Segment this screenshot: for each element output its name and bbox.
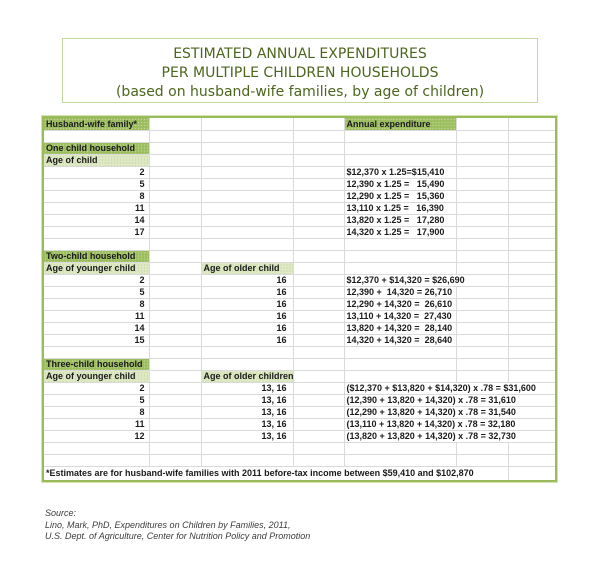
- spacer-row: [43, 239, 556, 251]
- spacer-cell: [456, 299, 508, 311]
- spacer-cell: [149, 191, 201, 203]
- title-line-2: PER MULTIPLE CHILDREN HOUSEHOLDS: [161, 65, 439, 81]
- spacer-cell: [43, 455, 149, 467]
- table-row: [43, 167, 556, 179]
- source-label: Source:: [45, 508, 77, 518]
- spacer-cell: [149, 419, 201, 431]
- spacer-cell: [149, 117, 201, 131]
- age-label-cell: Age of younger child: [43, 371, 149, 383]
- family-header-cell: Husband-wife family*: [43, 117, 149, 131]
- table-row: [43, 179, 556, 191]
- title-line-1: ESTIMATED ANNUAL EXPENDITURES: [173, 46, 427, 62]
- older-age-cell: 16: [201, 275, 293, 287]
- spacer-cell: [293, 117, 344, 131]
- spacer-cell: [149, 383, 201, 395]
- spacer-cell: [344, 143, 456, 155]
- spacer-cell: [508, 155, 556, 167]
- formula-cell: (13,110 + 13,820 + 14,320) x .78 = 32,180: [344, 419, 556, 431]
- age-cell: 11: [43, 311, 149, 323]
- table-row: [43, 227, 556, 239]
- formula-cell: $12,370 + $14,320 = $26,690: [344, 275, 508, 287]
- spacer-cell: [293, 167, 344, 179]
- spacer-cell: [149, 227, 201, 239]
- spacer-cell: [293, 371, 344, 383]
- spacer-cell: [508, 335, 556, 347]
- spacer-cell: [456, 287, 508, 299]
- spacer-cell: [456, 335, 508, 347]
- source-block: [45, 508, 310, 543]
- spacer-cell: [149, 455, 201, 467]
- spacer-cell: [149, 179, 201, 191]
- spacer-cell: [43, 347, 149, 359]
- formula-cell: (12,390 + 13,820 + 14,320) x .78 = 31,610: [344, 395, 556, 407]
- spacer-cell: [508, 167, 556, 179]
- spacer-cell: [508, 191, 556, 203]
- formula-cell: 12,290 x 1.25 = 15,360: [344, 191, 456, 203]
- spacer-cell: [344, 131, 456, 143]
- spacer-cell: [293, 323, 344, 335]
- table-row: [43, 335, 556, 347]
- spacer-cell: [293, 239, 344, 251]
- spacer-cell: [293, 287, 344, 299]
- table-row: [43, 407, 556, 419]
- spacer-cell: [456, 117, 508, 131]
- formula-cell: 12,390 + 14,320 = 26,710: [344, 287, 456, 299]
- spacer-cell: [293, 431, 344, 443]
- spacer-cell: [149, 167, 201, 179]
- spacer-cell: [508, 215, 556, 227]
- spacer-cell: [201, 179, 293, 191]
- spacer-cell: [508, 239, 556, 251]
- spacer-cell: [456, 203, 508, 215]
- spacer-cell: [344, 455, 456, 467]
- spacer-cell: [456, 191, 508, 203]
- age-cell: 12: [43, 431, 149, 443]
- spacer-cell: [201, 215, 293, 227]
- age-cell: 5: [43, 395, 149, 407]
- spacer-cell: [201, 227, 293, 239]
- section-title-row: [43, 359, 556, 371]
- spacer-cell: [149, 371, 201, 383]
- older-age-cell: 16: [201, 335, 293, 347]
- table-row: [43, 203, 556, 215]
- spacer-cell: [293, 359, 344, 371]
- spacer-cell: [508, 455, 556, 467]
- age-label-row: [43, 263, 556, 275]
- spacer-cell: [344, 371, 456, 383]
- spacer-cell: [149, 299, 201, 311]
- spacer-cell: [456, 215, 508, 227]
- formula-cell: (13,820 + 13,820 + 14,320) x .78 = 32,730: [344, 431, 556, 443]
- older-age-label-cell: Age of older children: [201, 371, 293, 383]
- age-cell: 15: [43, 335, 149, 347]
- table-row: [43, 395, 556, 407]
- older-age-cell: 13, 16: [201, 407, 293, 419]
- spacer-cell: [293, 383, 344, 395]
- older-age-cell: 16: [201, 287, 293, 299]
- section-title-row: [43, 143, 556, 155]
- age-cell: 14: [43, 215, 149, 227]
- spacer-cell: [293, 263, 344, 275]
- formula-cell: 12,290 + 14,320 = 26,610: [344, 299, 456, 311]
- formula-cell: $12,370 x 1.25=$15,410: [344, 167, 456, 179]
- older-age-label-cell: Age of older child: [201, 263, 293, 275]
- table-row: [43, 311, 556, 323]
- spacer-cell: [149, 347, 201, 359]
- age-cell: 8: [43, 299, 149, 311]
- title-box: [62, 38, 538, 103]
- older-age-cell: 13, 16: [201, 395, 293, 407]
- spacer-row: [43, 455, 556, 467]
- older-age-cell: 13, 16: [201, 431, 293, 443]
- age-cell: 2: [43, 167, 149, 179]
- section-title-row: [43, 251, 556, 263]
- spacer-cell: [293, 191, 344, 203]
- spacer-cell: [201, 239, 293, 251]
- spacer-cell: [201, 455, 293, 467]
- spacer-cell: [293, 131, 344, 143]
- older-age-cell: 13, 16: [201, 419, 293, 431]
- spacer-cell: [293, 443, 344, 455]
- spacer-cell: [456, 263, 508, 275]
- source-citation-line-1: Lino, Mark, PhD, Expenditures on Children by Families, 2011,: [45, 519, 291, 530]
- older-age-cell: 16: [201, 323, 293, 335]
- age-cell: 2: [43, 275, 149, 287]
- spacer-cell: [149, 407, 201, 419]
- spacer-cell: [508, 287, 556, 299]
- spacer-cell: [456, 155, 508, 167]
- spacer-cell: [201, 131, 293, 143]
- spacer-cell: [508, 443, 556, 455]
- formula-cell: 14,320 x 1.25 = 17,900: [344, 227, 456, 239]
- age-cell: 14: [43, 323, 149, 335]
- spacer-cell: [508, 251, 556, 263]
- spacer-cell: [149, 215, 201, 227]
- spacer-cell: [149, 431, 201, 443]
- spacer-cell: [293, 179, 344, 191]
- table-row: [43, 275, 556, 287]
- formula-cell: 13,110 + 14,320 = 27,430: [344, 311, 456, 323]
- table-row: [43, 431, 556, 443]
- spacer-cell: [344, 251, 456, 263]
- spacer-cell: [508, 179, 556, 191]
- spacer-cell: [344, 443, 456, 455]
- expenditure-header-cell: Annual expenditure: [344, 117, 456, 131]
- spacer-cell: [293, 203, 344, 215]
- formula-cell: (12,290 + 13,820 + 14,320) x .78 = 31,540: [344, 407, 556, 419]
- spacer-cell: [456, 131, 508, 143]
- spacer-cell: [344, 239, 456, 251]
- spacer-cell: [201, 347, 293, 359]
- spacer-cell: [293, 347, 344, 359]
- formula-cell: 12,390 x 1.25 = 15,490: [344, 179, 456, 191]
- spacer-cell: [201, 443, 293, 455]
- spacer-cell: [149, 275, 201, 287]
- spacer-cell: [293, 311, 344, 323]
- spacer-cell: [201, 359, 293, 371]
- spacer-cell: [149, 263, 201, 275]
- spacer-cell: [149, 251, 201, 263]
- age-label-cell: Age of child: [43, 155, 149, 167]
- spacer-cell: [508, 323, 556, 335]
- table-row: [43, 287, 556, 299]
- spacer-cell: [344, 263, 456, 275]
- spacer-cell: [456, 143, 508, 155]
- spacer-cell: [293, 395, 344, 407]
- spacer-cell: [149, 395, 201, 407]
- table-row: [43, 383, 556, 395]
- age-cell: 8: [43, 407, 149, 419]
- formula-cell: ($12,370 + $13,820 + $14,320) x .78 = $31,600: [344, 383, 556, 395]
- spacer-cell: [456, 239, 508, 251]
- section-title-cell: Three-child household: [43, 359, 149, 371]
- spacer-cell: [293, 275, 344, 287]
- footnote-cell: *Estimates are for husband-wife families with 2011 before-tax income between $59,410 and $102,870: [43, 467, 508, 482]
- spacer-cell: [456, 179, 508, 191]
- spacer-cell: [456, 347, 508, 359]
- spacer-cell: [201, 251, 293, 263]
- spacer-cell: [456, 167, 508, 179]
- spacer-cell: [201, 167, 293, 179]
- spacer-cell: [293, 335, 344, 347]
- formula-cell: 14,320 + 14,320 = 28,640: [344, 335, 456, 347]
- spacer-cell: [43, 131, 149, 143]
- spacer-row: [43, 131, 556, 143]
- spacer-cell: [149, 287, 201, 299]
- spacer-cell: [201, 191, 293, 203]
- spacer-cell: [508, 263, 556, 275]
- older-age-cell: 16: [201, 311, 293, 323]
- spacer-cell: [149, 359, 201, 371]
- footnote-row: [43, 467, 556, 482]
- formula-cell: 13,110 x 1.25 = 16,390: [344, 203, 456, 215]
- spacer-cell: [149, 203, 201, 215]
- section-title-cell: Two-child household: [43, 251, 149, 263]
- table-header-row: [43, 117, 556, 131]
- spacer-cell: [149, 239, 201, 251]
- spacer-cell: [293, 155, 344, 167]
- spacer-cell: [149, 155, 201, 167]
- spacer-cell: [149, 311, 201, 323]
- spacer-cell: [201, 143, 293, 155]
- spacer-cell: [508, 299, 556, 311]
- expenditure-table: [42, 116, 557, 482]
- spacer-cell: [149, 443, 201, 455]
- spacer-cell: [508, 131, 556, 143]
- spacer-cell: [43, 443, 149, 455]
- spacer-cell: [508, 275, 556, 287]
- table-row: [43, 191, 556, 203]
- spacer-cell: [149, 143, 201, 155]
- age-cell: 17: [43, 227, 149, 239]
- spacer-cell: [149, 131, 201, 143]
- spacer-cell: [293, 455, 344, 467]
- spacer-cell: [508, 117, 556, 131]
- spacer-cell: [508, 311, 556, 323]
- spacer-cell: [456, 311, 508, 323]
- age-label-cell: Age of younger child: [43, 263, 149, 275]
- formula-cell: 13,820 + 14,320 = 28,140: [344, 323, 456, 335]
- age-label-row: [43, 371, 556, 383]
- spacer-cell: [293, 251, 344, 263]
- age-cell: 11: [43, 203, 149, 215]
- spacer-cell: [149, 335, 201, 347]
- table-row: [43, 323, 556, 335]
- spacer-cell: [508, 359, 556, 371]
- spacer-cell: [456, 227, 508, 239]
- spacer-cell: [344, 359, 456, 371]
- age-cell: 11: [43, 419, 149, 431]
- spacer-cell: [201, 155, 293, 167]
- spacer-cell: [344, 155, 456, 167]
- table-row: [43, 419, 556, 431]
- spacer-cell: [508, 227, 556, 239]
- older-age-cell: 13, 16: [201, 383, 293, 395]
- spacer-cell: [344, 347, 456, 359]
- spacer-cell: [43, 239, 149, 251]
- age-label-row: [43, 155, 556, 167]
- spacer-row: [43, 443, 556, 455]
- spacer-cell: [201, 203, 293, 215]
- older-age-cell: 16: [201, 299, 293, 311]
- spacer-cell: [508, 347, 556, 359]
- spacer-cell: [456, 359, 508, 371]
- section-title-cell: One child household: [43, 143, 149, 155]
- spacer-cell: [293, 227, 344, 239]
- spacer-row: [43, 347, 556, 359]
- spacer-cell: [456, 455, 508, 467]
- spacer-cell: [456, 251, 508, 263]
- spacer-cell: [456, 443, 508, 455]
- spacer-cell: [508, 143, 556, 155]
- spacer-cell: [508, 371, 556, 383]
- age-cell: 2: [43, 383, 149, 395]
- spacer-cell: [293, 215, 344, 227]
- title-line-3: (based on husband-wife families, by age of children): [115, 84, 485, 100]
- spacer-cell: [293, 419, 344, 431]
- spacer-cell: [508, 203, 556, 215]
- age-cell: 8: [43, 191, 149, 203]
- spacer-cell: [149, 323, 201, 335]
- source-citation-line-2: U.S. Dept. of Agriculture, Center for Nutrition Policy and Promotion: [45, 531, 311, 541]
- spacer-cell: [456, 371, 508, 383]
- table-row: [43, 299, 556, 311]
- spacer-cell: [293, 407, 344, 419]
- formula-cell: 13,820 x 1.25 = 17,280: [344, 215, 456, 227]
- spacer-cell: [293, 299, 344, 311]
- age-cell: 5: [43, 287, 149, 299]
- spacer-cell: [293, 143, 344, 155]
- table-row: [43, 215, 556, 227]
- spacer-cell: [201, 117, 293, 131]
- spacer-cell: [456, 323, 508, 335]
- age-cell: 5: [43, 179, 149, 191]
- spacer-cell: [508, 467, 556, 482]
